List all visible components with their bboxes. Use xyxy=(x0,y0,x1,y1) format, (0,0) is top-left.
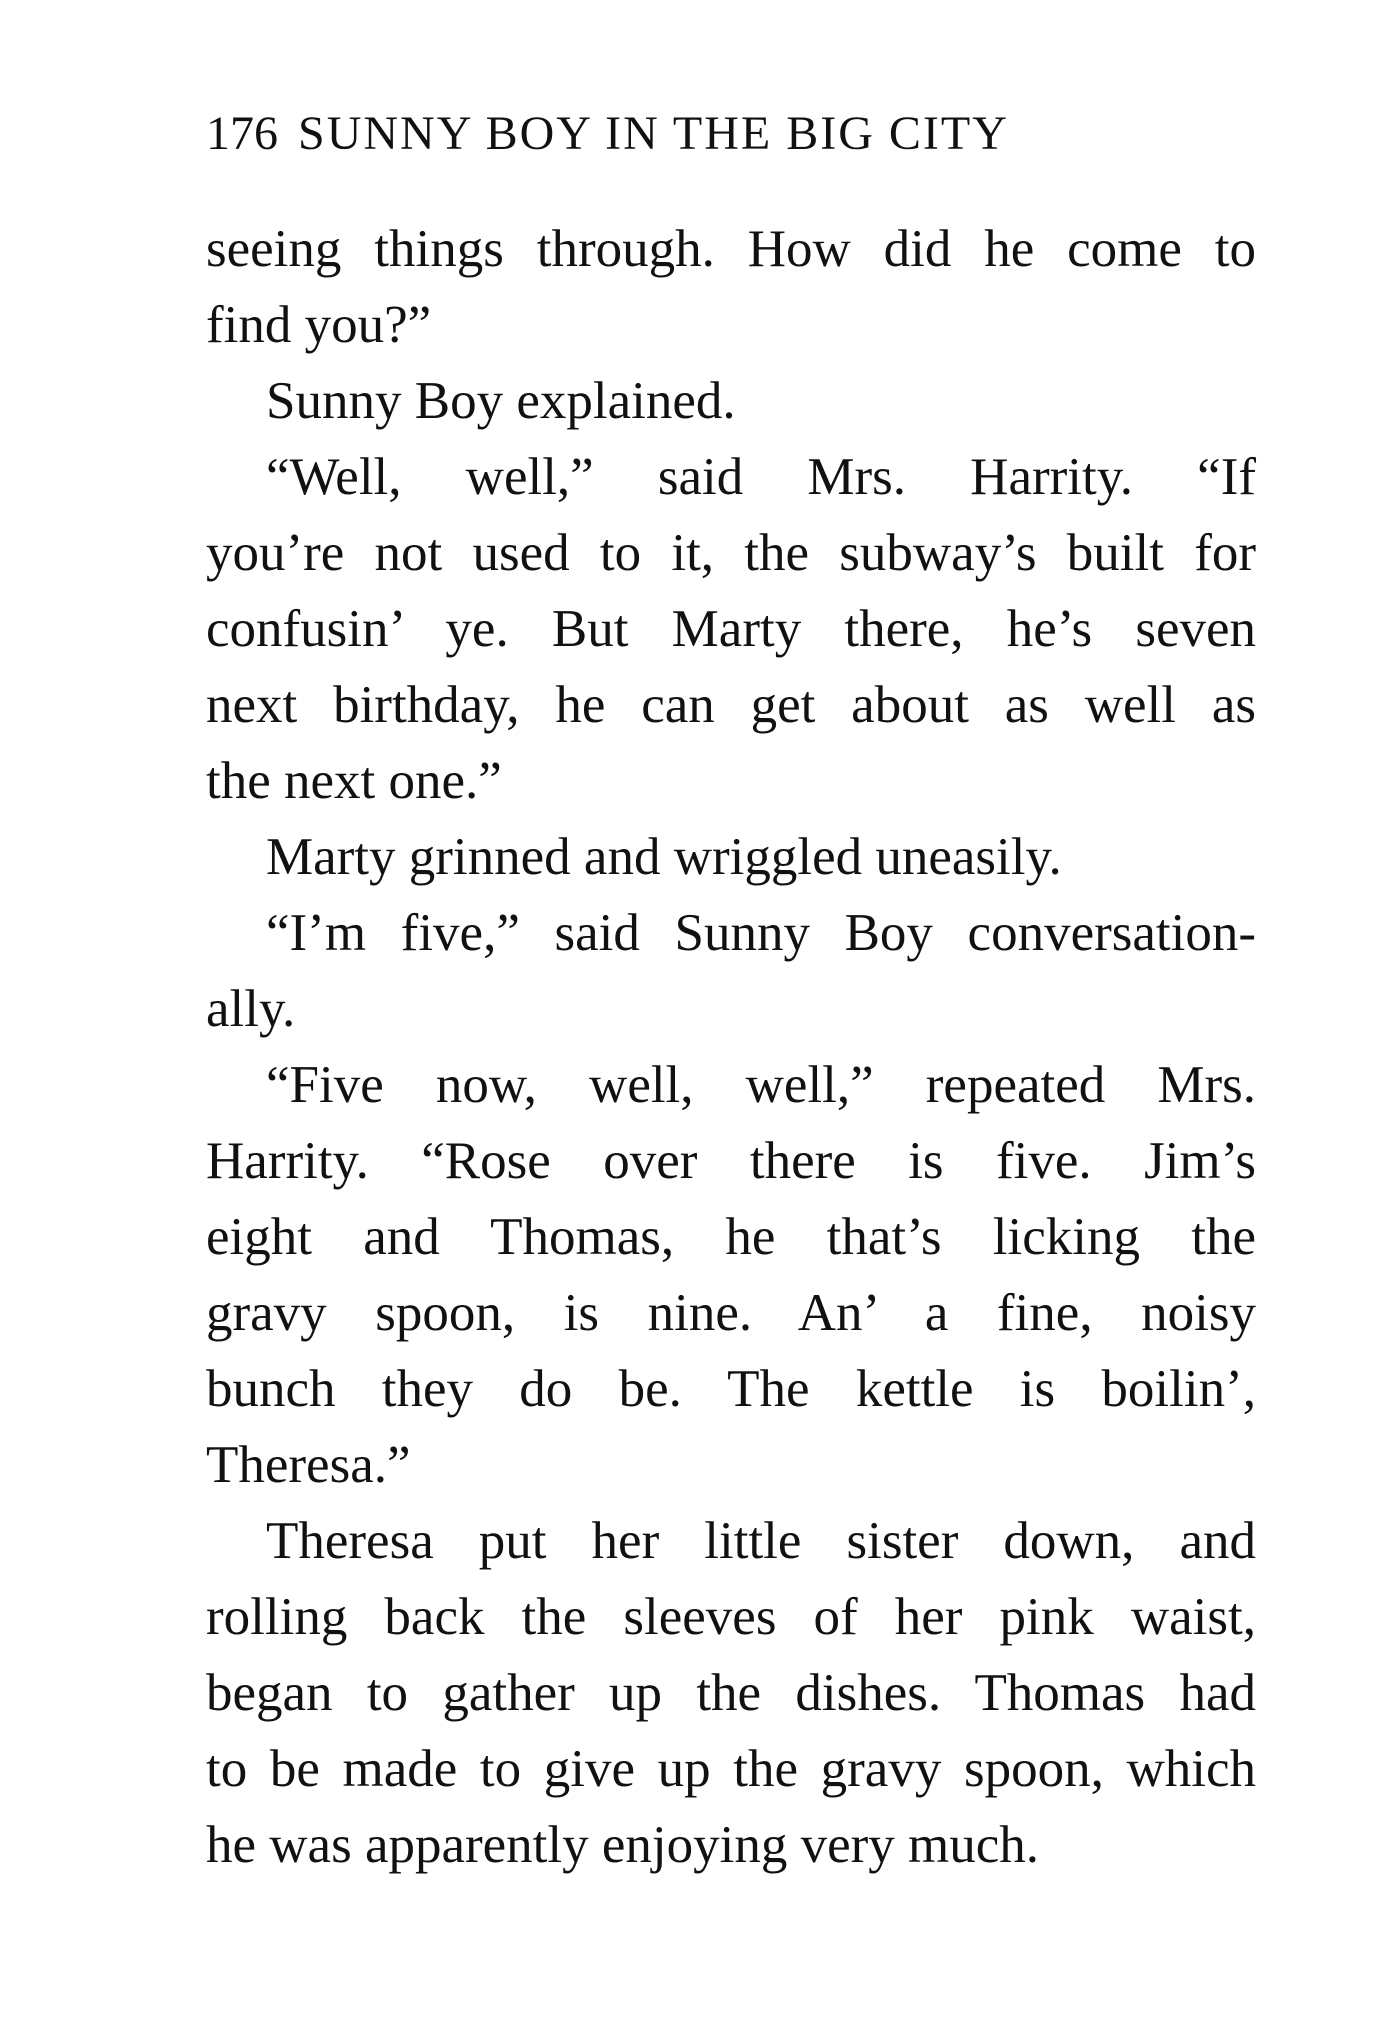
text-line: began to gather up the dishes. Thomas had xyxy=(206,1664,1256,1722)
text-line: rolling back the sleeves of her pink waist, xyxy=(206,1588,1256,1646)
text-line: next birthday, he can get about as well as xyxy=(206,676,1256,734)
text-line: gravy spoon, is nine. An’ a fine, noisy xyxy=(206,1284,1256,1342)
text-line: seeing things through. How did he come to xyxy=(206,220,1256,278)
running-head xyxy=(206,104,1009,164)
text-line: the next one.” xyxy=(206,752,502,810)
text-line: Harrity. “Rose over there is five. Jim’s xyxy=(206,1132,1256,1190)
text-line: find you?” xyxy=(206,296,432,354)
text-line: he was apparently enjoying very much. xyxy=(206,1816,1040,1874)
text-line: “I’m five,” said Sunny Boy conversation- xyxy=(266,904,1256,962)
body-text xyxy=(206,211,1256,1883)
running-title: SUNNY BOY IN THE BIG CITY xyxy=(298,107,1009,160)
text-line: “Five now, well, well,” repeated Mrs. xyxy=(266,1056,1256,1114)
text-line: eight and Thomas, he that’s licking the xyxy=(206,1208,1256,1266)
text-line: “Well, well,” said Mrs. Harrity. “If xyxy=(266,448,1256,506)
text-line: bunch they do be. The kettle is boilin’, xyxy=(206,1360,1256,1418)
text-line: to be made to give up the gravy spoon, which xyxy=(206,1740,1256,1798)
text-line: ally. xyxy=(206,980,296,1038)
text-line: Marty grinned and wriggled uneasily. xyxy=(266,828,1062,886)
text-line: Theresa put her little sister down, and xyxy=(266,1512,1256,1570)
text-line: you’re not used to it, the subway’s built for xyxy=(206,524,1256,582)
text-line: confusin’ ye. But Marty there, he’s seven xyxy=(206,600,1256,658)
text-line: Theresa.” xyxy=(206,1436,411,1494)
text-line: Sunny Boy explained. xyxy=(266,372,736,430)
page-number: 176 xyxy=(206,107,278,160)
